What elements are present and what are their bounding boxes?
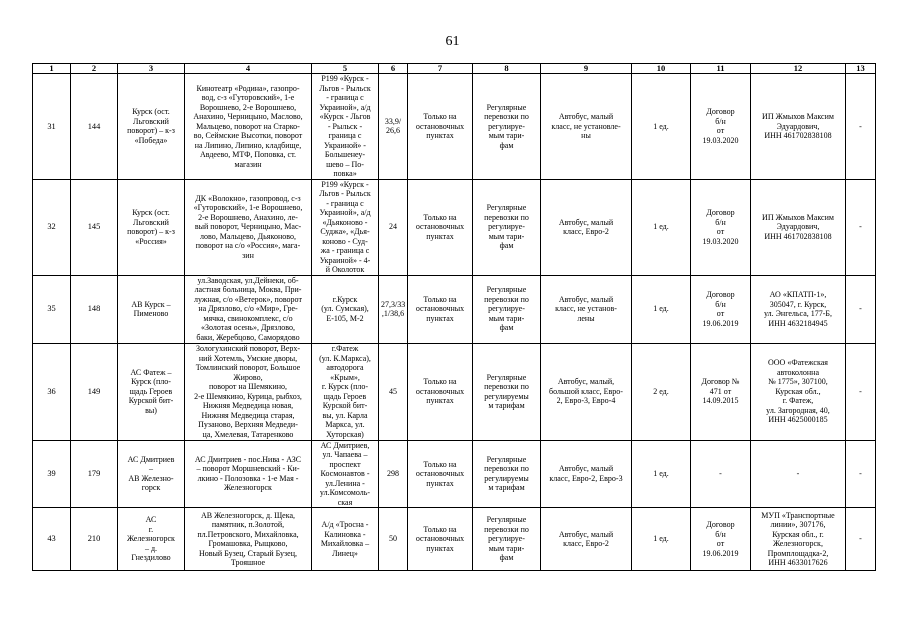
carrier-cell: АО «КПАТП-1», 305047, г. Курск, ул. Энгельса, 177-Б, ИНН 4632184945	[751, 275, 846, 343]
note-cell: -	[846, 343, 876, 440]
length-cell: 24	[379, 179, 408, 275]
vehicle-cell: Автобус, малый класс, Евро-2	[541, 508, 632, 571]
route-name-cell: АС Фатеж – Курск (пло- щадь Героев Курской бит- вы)	[118, 343, 185, 440]
column-header: 7	[408, 64, 473, 74]
contract-cell: Договор № 471 от 14.09.2015	[691, 343, 751, 440]
boarding-cell: Только на остановочных пунктах	[408, 74, 473, 180]
route-name-cell: Курск (ост. Льговский поворот) – к-з «Победа»	[118, 74, 185, 180]
registry-number-cell: 148	[71, 275, 118, 343]
table-row	[33, 440, 876, 508]
column-header: 8	[473, 64, 541, 74]
route-number-cell: 43	[33, 508, 71, 571]
stops-cell: ул.Заводская, ул.Дейнеки, об- ластная больница, Моква, При- лужная, с/о «Ветерок», поворот на Дрязлово, с/о «Мир», Гре- мячка, свинокомплекс, с/о «Золотая осень», Дрязлово, баки, Жеребцово, Саморядово	[185, 275, 312, 343]
length-cell: 45	[379, 343, 408, 440]
contract-cell: Договор б/н от 19.03.2020	[691, 179, 751, 275]
carrier-cell: ИП Жмыхов Максим Эдуардович, ИНН 461702838108	[751, 179, 846, 275]
transport-type-cell: Регулярные перевозки по регулируе- мым тари- фам	[473, 179, 541, 275]
note-cell: -	[846, 508, 876, 571]
route-number-cell: 32	[33, 179, 71, 275]
route-name-cell: АС Дмитриев – АВ Железно- горск	[118, 440, 185, 508]
column-header: 1	[33, 64, 71, 74]
streets-cell: г.Курск (ул. Сумская), Е-105, М-2	[312, 275, 379, 343]
route-number-cell: 35	[33, 275, 71, 343]
table-row	[33, 179, 876, 275]
carrier-cell: ООО «Фатежская автоколонна № 1775», 307100, Курская обл., г. Фатеж, ул. Загородная, 40, ИНН 4625000185	[751, 343, 846, 440]
transport-type-cell: Регулярные перевозки по регулируемы м тарифам	[473, 343, 541, 440]
page-number: 61	[445, 34, 460, 49]
vehicle-count-cell: 1 ед.	[632, 440, 691, 508]
contract-cell: -	[691, 440, 751, 508]
routes-table	[32, 63, 876, 571]
route-name-cell: АС г. Железногорск – д. Гнездилово	[118, 508, 185, 571]
vehicle-count-cell: 1 ед.	[632, 275, 691, 343]
transport-type-cell: Регулярные перевозки по регулируе- мым тари- фам	[473, 275, 541, 343]
length-cell: 33,9/ 26,6	[379, 74, 408, 180]
stops-cell: Зологухинский поворот, Верх- ний Хотемль, Умские дворы, Томлинский поворот, Большое Жирово, поворот на Шемякино, 2-е Шемякино, Курица, рыбхоз, Нижняя Медведица новая, Нижняя Медведица старая, Пузаново, Верхняя Медведи- ца, Хмелевая, Татаренково	[185, 343, 312, 440]
registry-number-cell: 210	[71, 508, 118, 571]
column-header: 13	[846, 64, 876, 74]
vehicle-count-cell: 2 ед.	[632, 343, 691, 440]
column-header: 5	[312, 64, 379, 74]
vehicle-count-cell: 1 ед.	[632, 508, 691, 571]
contract-cell: Договор б/н от 19.06.2019	[691, 508, 751, 571]
note-cell: -	[846, 74, 876, 180]
vehicle-cell: Автобус, малый класс, Евро-2, Евро-3	[541, 440, 632, 508]
column-header: 9	[541, 64, 632, 74]
stops-cell: Кинотеатр «Родина», газопро- вод, с-з «Гуторовский», 1-е Ворошнево, 2-е Ворошнево, Анахино, Черницыно, Маслово, Мальцево, поворот на Старко- во, Сеймские Высотки, поворот на Липино, Липино, кладбище, Авдеево, МТФ, Поповка, ст. магазин	[185, 74, 312, 180]
registry-number-cell: 179	[71, 440, 118, 508]
vehicle-cell: Автобус, малый класс, не установ- лены	[541, 275, 632, 343]
table-row	[33, 508, 876, 571]
route-number-cell: 39	[33, 440, 71, 508]
table-row	[33, 74, 876, 180]
registry-number-cell: 145	[71, 179, 118, 275]
vehicle-count-cell: 1 ед.	[632, 74, 691, 180]
stops-cell: АВ Железногорск, д. Щека, памятник, п.Золотой, пл.Петровского, Михайловка, Громашовка, Рыщково, Новый Бузец, Старый Бузец, Трояшное	[185, 508, 312, 571]
column-header: 11	[691, 64, 751, 74]
note-cell: -	[846, 179, 876, 275]
column-header: 4	[185, 64, 312, 74]
route-name-cell: АВ Курск – Пименово	[118, 275, 185, 343]
boarding-cell: Только на остановочных пунктах	[408, 508, 473, 571]
vehicle-cell: Автобус, малый класс, не установле- ны	[541, 74, 632, 180]
table-row	[33, 275, 876, 343]
table-row	[33, 343, 876, 440]
contract-cell: Договор б/н от 19.03.2020	[691, 74, 751, 180]
streets-cell: Р199 «Курск - Льгов - Рыльск - граница с Украиной», а/д «Дьяконово - Суджа», «Дья- коново - Суд- жа - граница с Украиной» - 4- й Околоток	[312, 179, 379, 275]
column-header: 10	[632, 64, 691, 74]
note-cell: -	[846, 440, 876, 508]
stops-cell: ДК «Волокно», газопровод, с-з «Гуторовский», 1-е Ворошнево, 2-е Ворошнево, Анахино, ле- вый поворот, Черницыно, Мас- лово, Мальцево, Дьяконово, поворот на с/о «Россия», мага- зин	[185, 179, 312, 275]
boarding-cell: Только на остановочных пунктах	[408, 343, 473, 440]
route-number-cell: 36	[33, 343, 71, 440]
transport-type-cell: Регулярные перевозки по регулируе- мым тари- фам	[473, 508, 541, 571]
transport-type-cell: Регулярные перевозки по регулируемы м тарифам	[473, 440, 541, 508]
length-cell: 298	[379, 440, 408, 508]
note-cell: -	[846, 275, 876, 343]
route-number-cell: 31	[33, 74, 71, 180]
stops-cell: АС Дмитриев - пос.Нива - АЗС – поворот Моршневский - Ки- лкино - Полозовка - 1-е Мая - Железногорск	[185, 440, 312, 508]
route-name-cell: Курск (ост. Льговский поворот) – к-з «Россия»	[118, 179, 185, 275]
column-header: 3	[118, 64, 185, 74]
vehicle-cell: Автобус, малый, большой класс, Евро- 2, Евро-3, Евро-4	[541, 343, 632, 440]
streets-cell: АС Дмитриев, ул. Чапаева – проспект Космонавтов - ул.Ленина - ул.Комсомоль- ская	[312, 440, 379, 508]
boarding-cell: Только на остановочных пунктах	[408, 275, 473, 343]
column-header: 2	[71, 64, 118, 74]
vehicle-cell: Автобус, малый класс, Евро-2	[541, 179, 632, 275]
length-cell: 27,3/33 ,1/38,6	[379, 275, 408, 343]
contract-cell: Договор б/н от 19.06.2019	[691, 275, 751, 343]
header-row	[33, 64, 876, 74]
streets-cell: г.Фатеж (ул. К.Маркса), автодорога «Крым», г. Курск (пло- щадь Героев Курской бит- вы, ул. Карла Маркса, ул. Хуторская)	[312, 343, 379, 440]
transport-type-cell: Регулярные перевозки по регулируе- мым тари- фам	[473, 74, 541, 180]
carrier-cell: ИП Жмыхов Максим Эдуардович, ИНН 461702838108	[751, 74, 846, 180]
length-cell: 50	[379, 508, 408, 571]
vehicle-count-cell: 1 ед.	[632, 179, 691, 275]
carrier-cell: МУП «Транспортные линии», 307176, Курская обл., г. Железногорск, Промплощадка-2, ИНН 4633017626	[751, 508, 846, 571]
streets-cell: Р199 «Курск - Льгов - Рыльск - граница с Украиной», а/д «Курск - Льгов - Рыльск - граница с Украиной» - Большенеу- шево – По- повка»	[312, 74, 379, 180]
registry-number-cell: 149	[71, 343, 118, 440]
registry-number-cell: 144	[71, 74, 118, 180]
column-header: 6	[379, 64, 408, 74]
carrier-cell: -	[751, 440, 846, 508]
boarding-cell: Только на остановочных пунктах	[408, 440, 473, 508]
streets-cell: А/д «Тросна - Калиновка - Михайловка – Линец»	[312, 508, 379, 571]
boarding-cell: Только на остановочных пунктах	[408, 179, 473, 275]
column-header: 12	[751, 64, 846, 74]
